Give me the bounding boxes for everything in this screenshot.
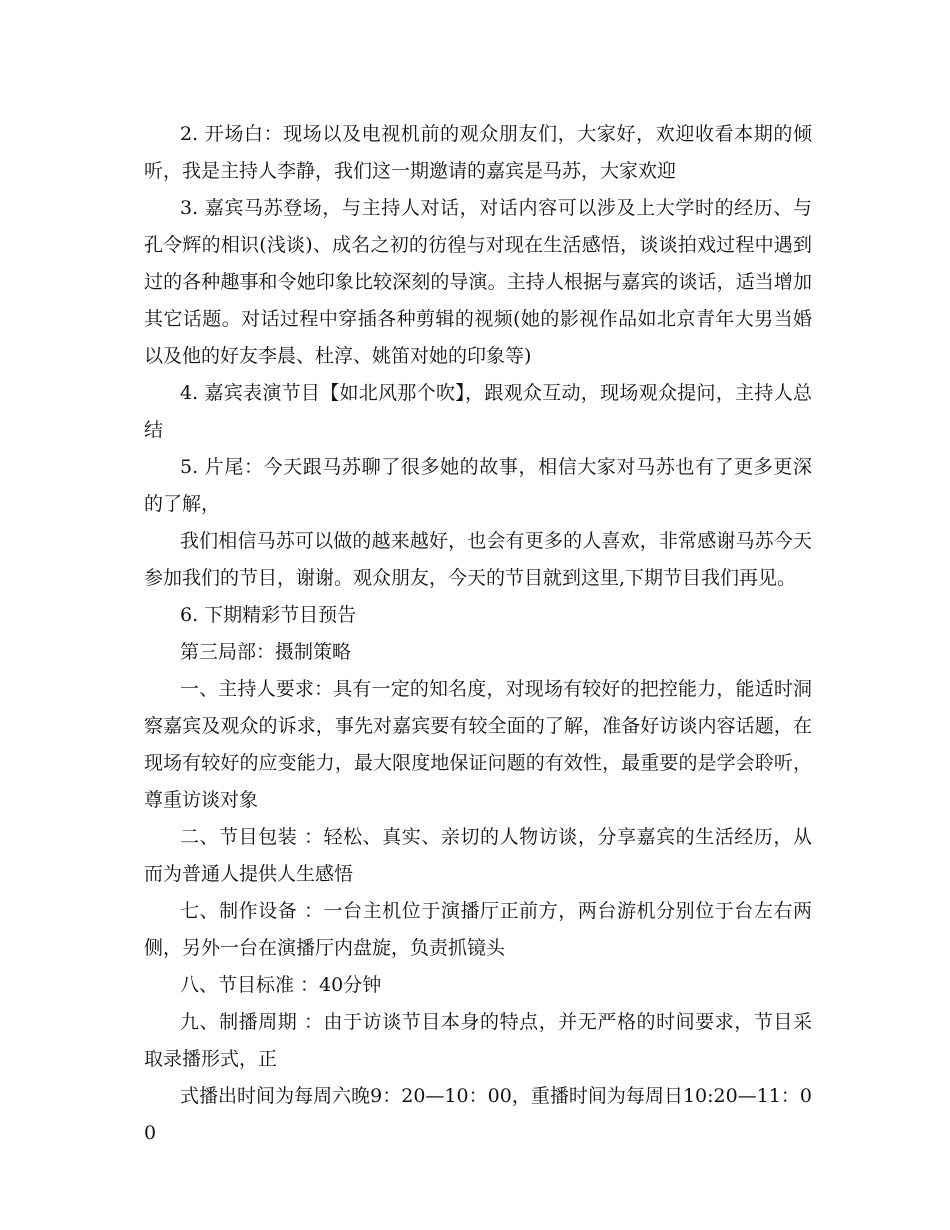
paragraph-ending-continued: 我们相信马苏可以做的越来越好，也会有更多的人喜欢，非常感谢马苏今天参加我们的节目，谢谢。观众朋友，今天的节目就到这里,下期节目我们再见。 bbox=[144, 530, 812, 589]
paragraph-packaging: 二、节目包装 ：轻松、真实、亲切的人物访谈，分享嘉宾的生活经历，从而为普通人提供人生感悟 bbox=[144, 826, 812, 885]
paragraph-opening: 2. 开场白：现场以及电视机前的观众朋友们，大家好，欢迎收看本期的倾听，我是主持人李静，我们这一期邀请的嘉宾是马苏，大家欢迎 bbox=[144, 123, 812, 182]
paragraph-host-requirements: 一、主持人要求：具有一定的知名度，对现场有较好的把控能力，能适时洞察嘉宾及观众的诉求，事先对嘉宾要有较全面的了解，准备好访谈内容话题，在现场有较好的应变能力，最大限度地保证问题的有效性，最重要的是学会聆听，尊重访谈对象 bbox=[144, 678, 812, 811]
paragraph-equipment: 七、制作设备 ：一台主机位于演播厅正前方，两台游机分别位于台左右两侧，另外一台在演播厅内盘旋，负责抓镜头 bbox=[144, 900, 812, 959]
paragraph-guest-performance: 4. 嘉宾表演节目【如北风那个吹】，跟观众互动，现场观众提问，主持人总结 bbox=[144, 382, 812, 441]
paragraph-broadcast-time: 式播出时间为每周六晚9：20—10：00，重播时间为每周日10:20—11：00 bbox=[144, 1085, 812, 1144]
paragraph-ending: 5. 片尾：今天跟马苏聊了很多她的故事，相信大家对马苏也有了更多更深的了解， bbox=[144, 456, 812, 515]
paragraph-standard: 八、节目标准 ：40分钟 bbox=[180, 974, 382, 996]
document-body bbox=[144, 116, 812, 1152]
section-heading-production-strategy: 第三局部：摄制策略 bbox=[180, 641, 352, 663]
paragraph-next-preview: 6. 下期精彩节目预告 bbox=[180, 604, 357, 626]
paragraph-guest-dialogue: 3. 嘉宾马苏登场，与主持人对话，对话内容可以涉及上大学时的经历、与孔令辉的相识(浅谈)、成名之初的彷徨与对现在生活感悟，谈谈拍戏过程中遇到过的各种趣事和令她印象比较深刻的导演。主持人根据与嘉宾的谈话，适当增加其它话题。对话过程中穿插各种剪辑的视频(她的影视作品如北京青年大男当婚以及他的好友李晨、杜淳、姚笛对她的印象等) bbox=[144, 197, 812, 367]
paragraph-broadcast-cycle: 九、制播周期 ：由于访谈节目本身的特点，并无严格的时间要求，节目采取录播形式，正 bbox=[144, 1011, 812, 1070]
